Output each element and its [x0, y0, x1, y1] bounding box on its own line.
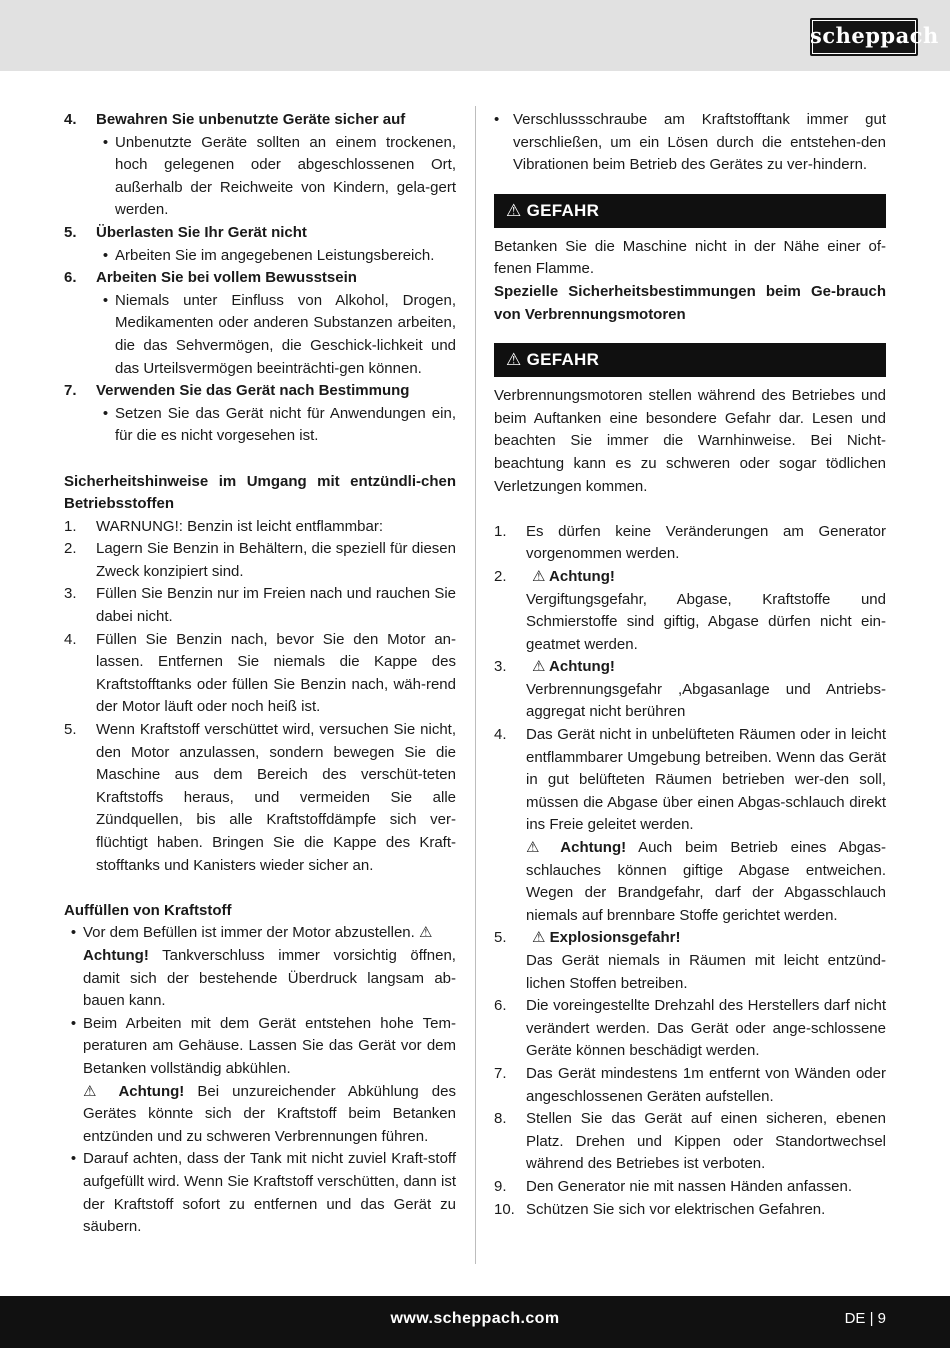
list-item: 10. Schützen Sie sich vor elektrischen Gefahren.: [494, 1200, 826, 1218]
left-column: [64, 109, 456, 1239]
website-link[interactable]: www.scheppach.com: [390, 1310, 560, 1327]
warning-icon: ⚠: [418, 924, 433, 942]
danger-banner: ⚠ GEFAHR: [494, 194, 886, 228]
item-title: Verwenden Sie das Gerät nach Bestimmung: [96, 382, 410, 400]
section-heading: Spezielle Sicherheitsbestimmungen beim Ge-brauch von Verbrennungsmotoren: [494, 282, 886, 323]
item-title: Überlasten Sie Ihr Gerät nicht: [96, 223, 307, 241]
bullet-item: • Vor dem Befüllen ist immer der Motor abzustellen. ⚠ Achtung! Tankverschluss immer vorsichtig öffnen, damit sich der bestehende Überdruck langsam ab-bauen kann.: [70, 924, 456, 1010]
bullet-item: • Beim Arbeiten mit dem Gerät entstehen hohe Tem-peraturen am Gehäuse. Lassen Sie das Gerät vor dem Betanken vollständig abkühlen. ⚠ Achtung! Bei unzureichender Abkühlung des Gerätes könnte sich der Kraftstoff beim Betanken entzünden und zu schweren Verbrennungen führen.: [70, 1014, 456, 1145]
list-item: 8. Stellen Sie das Gerät auf einen sicheren, ebenen Platz. Drehen und Kippen oder Standortwechsel während des Betriebes ist verboten.: [494, 1110, 886, 1173]
bullet-item: • Verschlussschraube am Kraftstofftank immer gut verschließen, um ein Lösen durch die entstehen-den Vibrationen beim Betrieb des Gerätes zu ver-hindern.: [494, 111, 886, 174]
bullet-item: • Setzen Sie das Gerät nicht für Anwendungen ein, für die es nicht vorgesehen ist.: [102, 404, 456, 445]
danger-text: Betanken Sie die Maschine nicht in der Nähe einer of-fenen Flamme.: [494, 237, 886, 278]
list-item: 5. Wenn Kraftstoff verschüttet wird, versuchen Sie nicht, den Motor anzulassen, sondern bewegen Sie die Maschine aus dem Bereich des verschüt-teten Kraftstoffs heraus, und vermeiden Sie alle Zündquellen, bis alle Kraftstoffdämpfe sich ver-flüchtigt haben. Bringen Sie die Kappe des Kraft-stofftanks und Kanisters wieder sicher an.: [64, 721, 456, 874]
right-column: [494, 109, 886, 1221]
footer-bar: [0, 1296, 950, 1348]
section-heading: Sicherheitshinweise im Umgang mit entzündli-chen Betriebsstoffen: [64, 472, 456, 513]
page-number: DE | 9: [844, 1310, 886, 1327]
bullet-item: • Niemals unter Einfluss von Alkohol, Drogen, Medikamenten oder anderen Substanzen arbeiten, die das Sehvermögen, die Geschick-lichkeit und das Urteilsvermögen beeinträchti-gen können.: [102, 291, 456, 377]
list-item: 3. ⚠ Achtung! Verbrennungsgefahr ,Abgasanlage und Antriebs-aggregat nicht berühren: [494, 658, 886, 721]
list-item: 1. WARNUNG!: Benzin ist leicht entflammbar:: [64, 517, 384, 535]
bullet-item: • Darauf achten, dass der Tank mit nicht zuviel Kraft-stoff aufgefüllt wird. Wenn Sie Kraftstoff verschütten, dann ist der Kraftstoff sofort zu entfernen und das Gerät zu säubern.: [70, 1150, 456, 1236]
bullet-item: • Unbenutzte Geräte sollten an einem trockenen, hoch gelegenen oder abgeschlossenen Ort, außerhalb der Reichweite von Kindern, gela-gert werden.: [102, 133, 456, 219]
list-item: 6. Die voreingestellte Drehzahl des Herstellers darf nicht verändert werden. Das Gerät oder ange-schlossene Geräte können beschädigt werden.: [494, 997, 886, 1060]
bullet-item: • Arbeiten Sie im angegebenen Leistungsbereich.: [102, 246, 435, 264]
section-heading: Auffüllen von Kraftstoff: [64, 901, 232, 919]
danger-banner: ⚠ GEFAHR: [494, 343, 886, 377]
list-item: 9. Den Generator nie mit nassen Händen anfassen.: [494, 1177, 853, 1195]
list-item: 2. Lagern Sie Benzin in Behältern, die speziell für diesen Zweck konzipiert sind.: [64, 540, 456, 580]
list-item: 6. Arbeiten Sie bei vollem Bewusstsein: [64, 267, 456, 290]
list-item: 7. Verwenden Sie das Gerät nach Bestimmung: [64, 380, 456, 403]
header-bar: [0, 0, 950, 71]
list-item: 4. Bewahren Sie unbenutzte Geräte sicher auf: [64, 109, 456, 132]
list-item: 7. Das Gerät mindestens 1m entfernt von Wänden oder angeschlossenen Geräten aufstellen.: [494, 1064, 886, 1105]
list-item: 4. Füllen Sie Benzin nach, bevor Sie den Motor an-lassen. Entfernen Sie niemals die Kappe des Kraftstofftanks oder füllen Sie Benzin nach, wäh-rend der Motor läuft oder noch heiß ist.: [64, 630, 456, 716]
list-item: 5. Überlasten Sie Ihr Gerät nicht: [64, 222, 456, 245]
list-item: 4. Das Gerät nicht in unbelüfteten Räumen oder in leicht entflammbarer Umgebung betreiben. Wenn das Gerät in gut belüfteten Räumen betrieben wer-den soll, müssen die Abgase über einen Abgas-schlauch direkt ins Freie geleitet werden. ⚠ Achtung! Auch beim Betrieb eines Abgas-schlauches können giftige Abgase entweichen. Wegen der Brandgefahr, darf der Abgasschlauch niemals auf brennbare Stoffe gerichtet werden.: [494, 726, 886, 924]
warning-icon: ⚠: [83, 1082, 106, 1100]
list-item: 5. ⚠ Explosionsgefahr! Das Gerät niemals in Räumen mit leicht entzünd-lichen Stoffen betreiben.: [494, 929, 886, 992]
list-item: 2. ⚠ Achtung! Vergiftungsgefahr, Abgase, Kraftstoffe und Schmierstoffe sind giftig, Abgase dürfen nicht ein-geatmet werden.: [494, 567, 886, 653]
brand-logo: scheppach: [810, 18, 918, 56]
column-divider: [475, 106, 476, 1264]
item-title: Arbeiten Sie bei vollem Bewusstsein: [96, 269, 357, 287]
list-item: 1. Es dürfen keine Veränderungen am Generator vorgenommen werden.: [494, 522, 886, 563]
list-item: 3. Füllen Sie Benzin nur im Freien nach und rauchen Sie dabei nicht.: [64, 585, 456, 626]
item-title: Bewahren Sie unbenutzte Geräte sicher auf: [96, 111, 406, 128]
danger-text: Verbrennungsmotoren stellen während des Betriebes und beim Auftanken eine besondere Gefahr dar. Lesen und beachten Sie immer die Warnhinweise. Bei Nicht-beachtung kann es zu schweren oder sogar tödlichen Verletzungen kommen.: [494, 387, 886, 495]
